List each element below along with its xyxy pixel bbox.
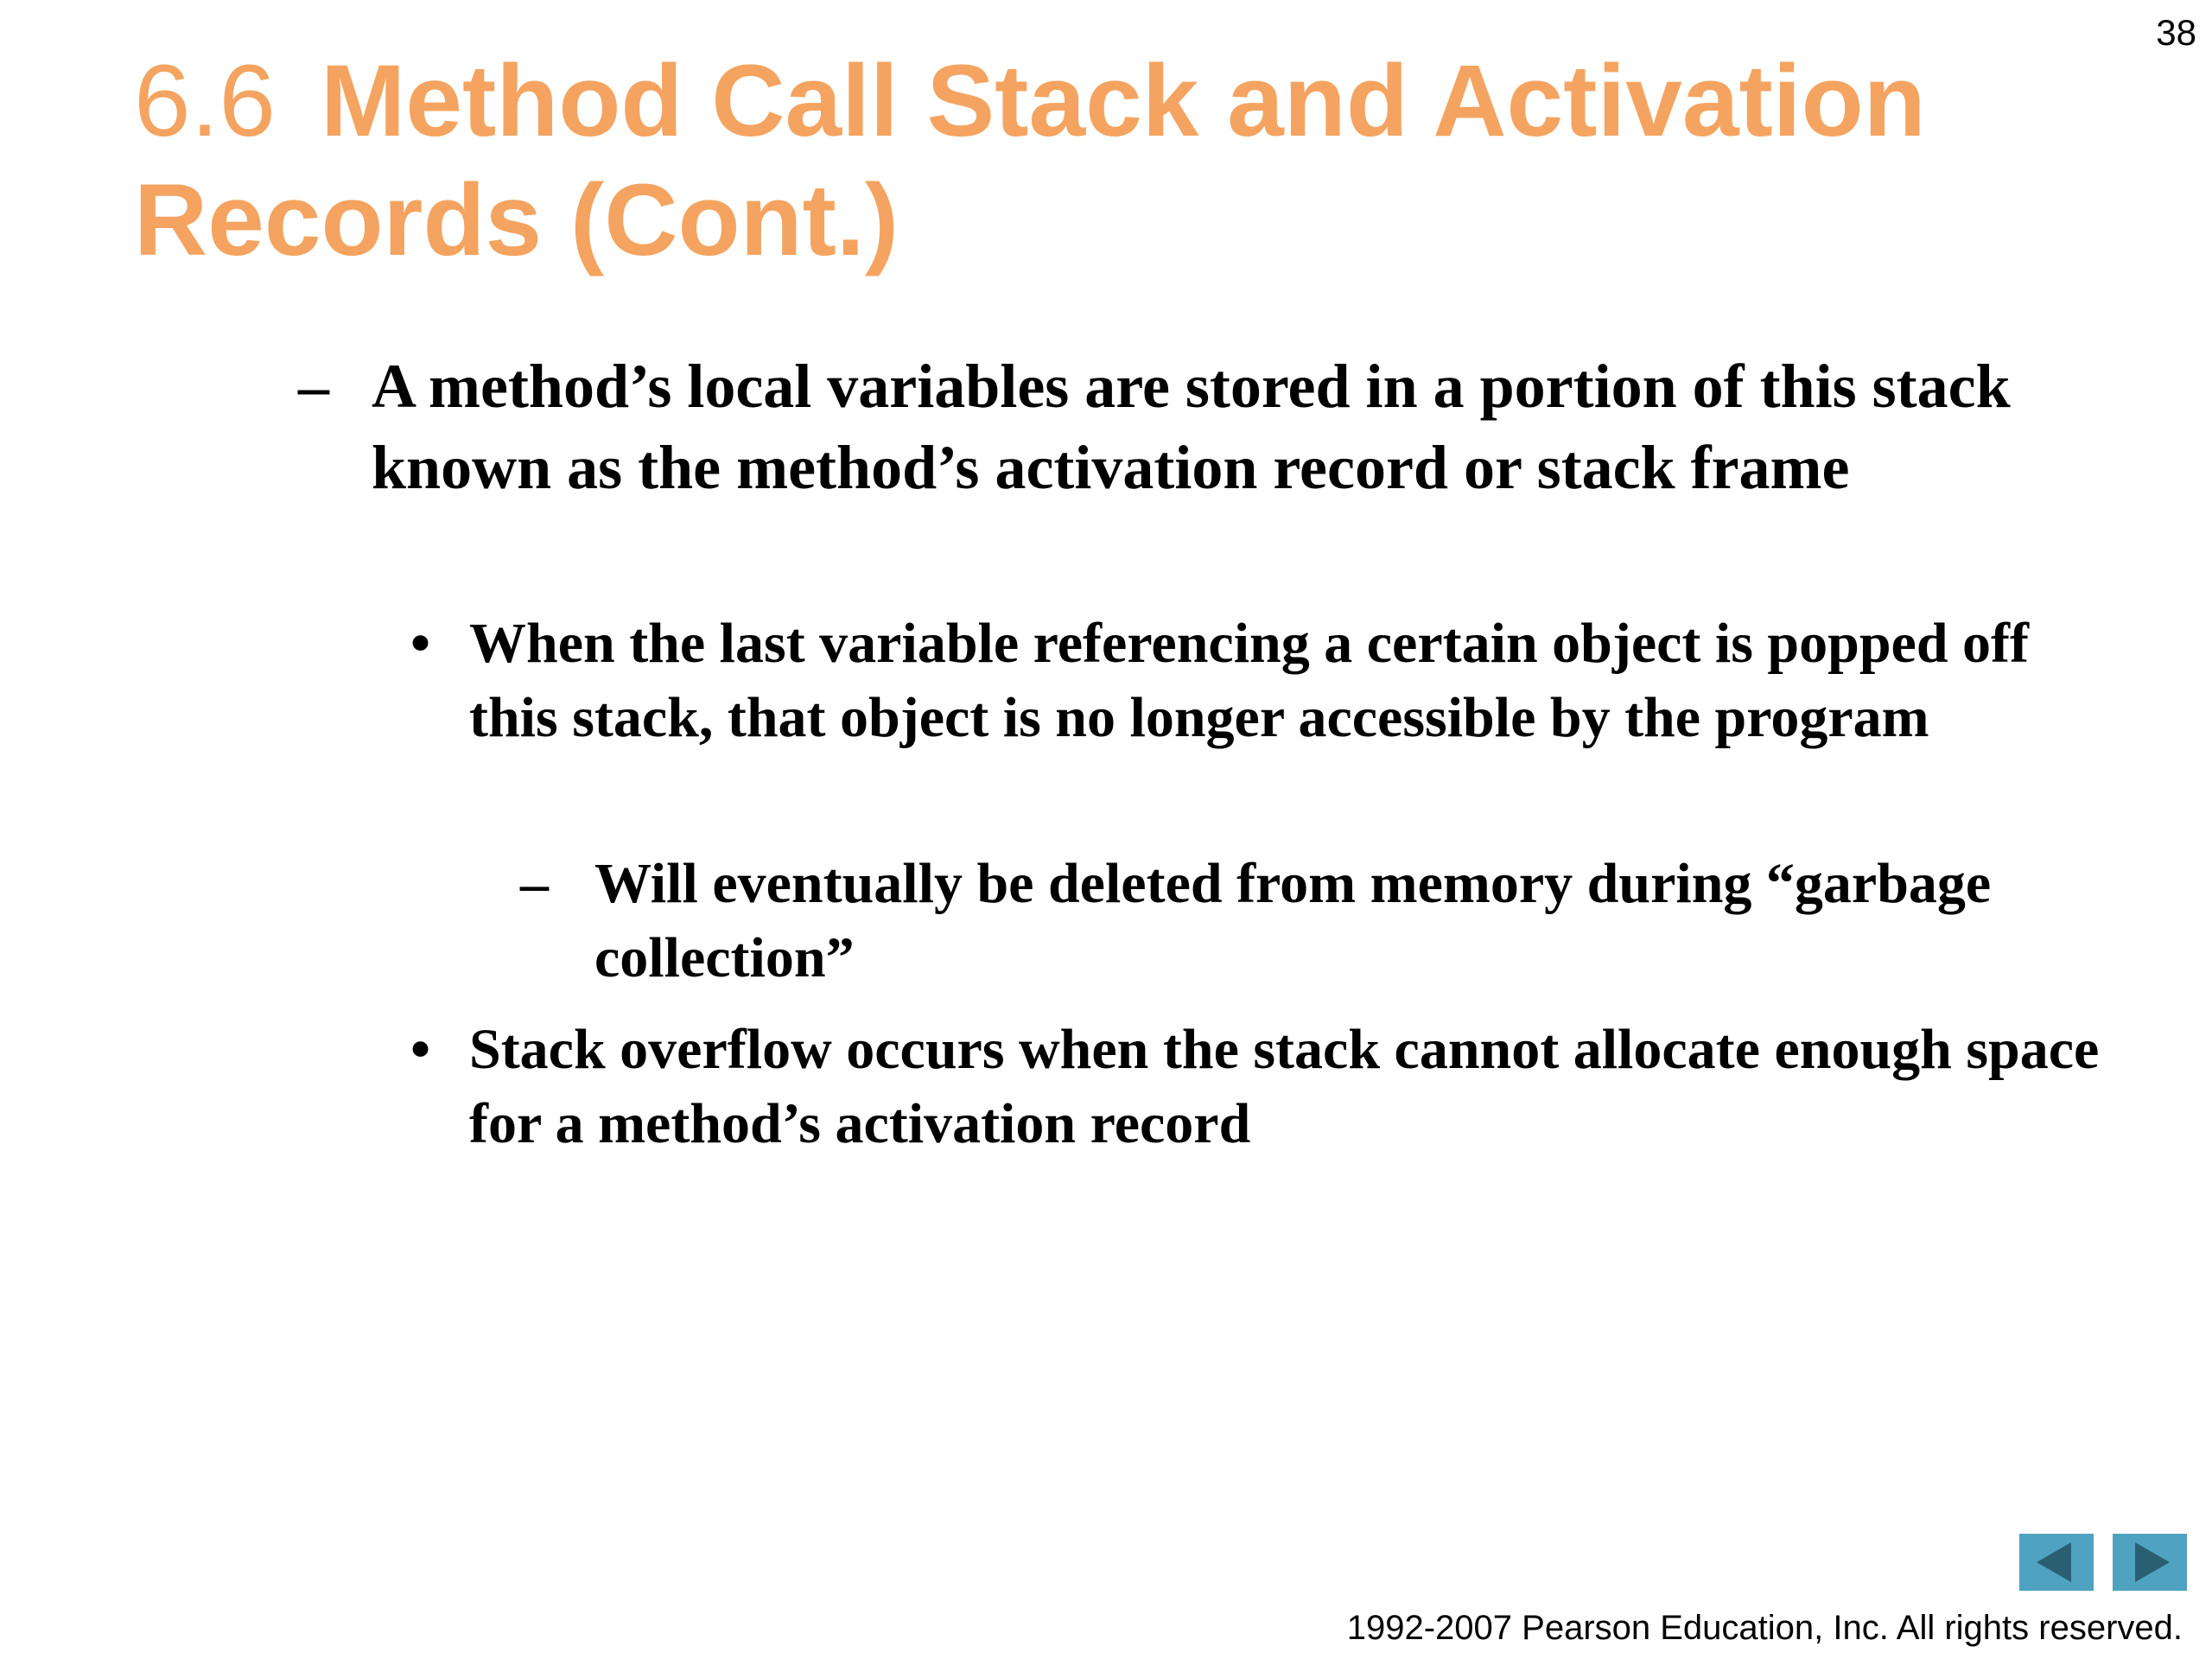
page-number: 38	[2156, 12, 2196, 53]
slide-title	[134, 41, 2035, 280]
right-triangle-icon	[2113, 1534, 2187, 1591]
bullet-text: When the last variable referencing a certain object is popped off this stack, that object is no longer accessible by the program	[469, 612, 2030, 749]
section-number: 6.6	[134, 44, 276, 158]
copyright-footer: 1992-2007 Pearson Education, Inc. All rights reserved.	[1346, 1609, 2183, 1647]
bullet-marker: •	[410, 612, 431, 675]
bullet-text: Stack overflow occurs when the stack cannot allocate enough space for a method’s activation record	[469, 1018, 2100, 1155]
title-text: Method Call Stack and Activation Records (Cont.)	[134, 44, 1926, 277]
bullet-text: Will eventually be deleted from memory during “garbage collection”	[594, 852, 1992, 989]
left-triangle-icon	[2019, 1534, 2094, 1591]
bullet-marker: •	[410, 1018, 431, 1081]
bullet-text: A method’s local variables are stored in a portion of this stack known as the method’s activation record or stack frame	[372, 352, 2011, 502]
dash-marker: –	[520, 852, 549, 915]
dash-marker: –	[298, 352, 329, 421]
previous-slide-button[interactable]	[2019, 1534, 2094, 1591]
next-slide-button[interactable]	[2113, 1534, 2187, 1591]
